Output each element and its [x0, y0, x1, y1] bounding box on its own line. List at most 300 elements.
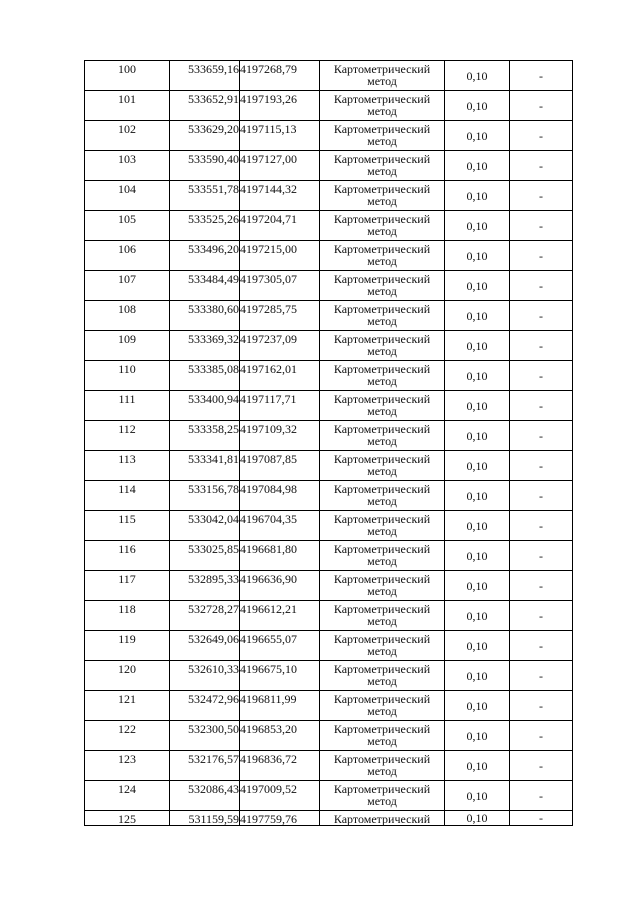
method-line-1: Картометрический — [333, 812, 431, 826]
table-row — [85, 691, 573, 721]
y-coordinate-cell — [240, 271, 320, 301]
point-number: 125 — [118, 812, 136, 826]
point-number-cell — [85, 481, 170, 511]
precision-value: 0,10 — [466, 429, 488, 443]
method-line-2: метод — [367, 404, 397, 418]
precision-value: 0,10 — [466, 99, 488, 113]
point-number-cell — [85, 451, 170, 481]
x-coordinate-cell — [170, 241, 240, 271]
method-line-1: Картометрический — [333, 62, 431, 76]
y-coordinate-cell — [240, 361, 320, 391]
precision-cell — [445, 391, 510, 421]
precision-cell — [445, 511, 510, 541]
method-line-2: метод — [367, 614, 397, 628]
point-number: 109 — [118, 332, 136, 346]
dash-value: - — [539, 339, 543, 353]
y-coordinate-cell — [240, 721, 320, 751]
coordinates-table — [84, 60, 573, 826]
x-coordinate: 532472,96 — [188, 692, 239, 706]
dash-value: - — [539, 309, 543, 323]
precision-value: 0,10 — [466, 639, 488, 653]
dash-cell — [510, 391, 573, 421]
point-number-cell — [85, 241, 170, 271]
y-coordinate-cell — [240, 601, 320, 631]
y-coordinate: 4197127,00 — [240, 152, 297, 166]
point-number-cell — [85, 721, 170, 751]
x-coordinate-cell — [170, 721, 240, 751]
method-line-2: метод — [367, 164, 397, 178]
point-number: 110 — [118, 362, 136, 376]
x-coordinate-cell — [170, 661, 240, 691]
table-row — [85, 271, 573, 301]
precision-cell — [445, 481, 510, 511]
dash-value: - — [539, 219, 543, 233]
point-number-cell — [85, 301, 170, 331]
dash-value: - — [539, 609, 543, 623]
method-cell — [320, 781, 445, 811]
method-line-1: Картометрический — [333, 212, 431, 226]
dash-cell — [510, 61, 573, 91]
y-coordinate-cell — [240, 151, 320, 181]
y-coordinate: 4197117,71 — [240, 392, 297, 406]
y-coordinate-cell — [240, 121, 320, 151]
table-row — [85, 421, 573, 451]
precision-cell — [445, 691, 510, 721]
x-coordinate: 533385,08 — [188, 362, 239, 376]
method-cell — [320, 301, 445, 331]
method-cell — [320, 571, 445, 601]
dash-cell — [510, 511, 573, 541]
precision-cell — [445, 661, 510, 691]
y-coordinate-cell — [240, 61, 320, 91]
table-row — [85, 601, 573, 631]
method-cell — [320, 631, 445, 661]
method-line-2: метод — [367, 254, 397, 268]
method-line-1: Картометрический — [333, 242, 431, 256]
point-number: 117 — [118, 572, 136, 586]
table-row — [85, 151, 573, 181]
y-coordinate-cell — [240, 391, 320, 421]
point-number-cell — [85, 211, 170, 241]
y-coordinate: 4197285,75 — [240, 302, 297, 316]
point-number: 114 — [118, 482, 136, 496]
precision-cell — [445, 271, 510, 301]
y-coordinate-cell — [240, 241, 320, 271]
point-number-cell — [85, 361, 170, 391]
point-number-cell — [85, 331, 170, 361]
x-coordinate: 533156,78 — [188, 482, 239, 496]
x-coordinate-cell — [170, 511, 240, 541]
dash-cell — [510, 91, 573, 121]
table-row — [85, 751, 573, 781]
y-coordinate: 4197087,85 — [240, 452, 297, 466]
method-cell — [320, 211, 445, 241]
precision-value: 0,10 — [466, 69, 488, 83]
x-coordinate-cell — [170, 601, 240, 631]
y-coordinate-cell — [240, 661, 320, 691]
precision-cell — [445, 181, 510, 211]
point-number-cell — [85, 511, 170, 541]
method-line-1: Картометрический — [333, 452, 431, 466]
point-number-cell — [85, 811, 170, 826]
method-cell — [320, 421, 445, 451]
y-coordinate-cell — [240, 571, 320, 601]
method-line-2: метод — [367, 134, 397, 148]
x-coordinate: 532610,33 — [188, 662, 239, 676]
dash-cell — [510, 421, 573, 451]
method-line-1: Картометрический — [333, 542, 431, 556]
precision-value: 0,10 — [466, 399, 488, 413]
y-coordinate: 4197009,52 — [240, 782, 297, 796]
dash-cell — [510, 721, 573, 751]
x-coordinate-cell — [170, 301, 240, 331]
y-coordinate: 4196681,80 — [240, 542, 297, 556]
x-coordinate: 532895,33 — [188, 572, 239, 586]
method-cell — [320, 181, 445, 211]
method-cell — [320, 481, 445, 511]
y-coordinate: 4197193,26 — [240, 92, 297, 106]
method-cell — [320, 241, 445, 271]
table-row — [85, 61, 573, 91]
dash-value: - — [539, 99, 543, 113]
y-coordinate: 4197204,71 — [240, 212, 297, 226]
y-coordinate: 4197237,09 — [240, 332, 297, 346]
dash-value: - — [539, 579, 543, 593]
y-coordinate-cell — [240, 691, 320, 721]
y-coordinate: 4196836,72 — [240, 752, 297, 766]
precision-cell — [445, 61, 510, 91]
dash-cell — [510, 151, 573, 181]
x-coordinate-cell — [170, 811, 240, 826]
dash-value: - — [539, 159, 543, 173]
dash-cell — [510, 811, 573, 826]
precision-cell — [445, 721, 510, 751]
dash-value: - — [539, 759, 543, 773]
point-number-cell — [85, 61, 170, 91]
x-coordinate-cell — [170, 421, 240, 451]
dash-value: - — [539, 699, 543, 713]
table-row — [85, 91, 573, 121]
dash-value: - — [539, 489, 543, 503]
y-coordinate-cell — [240, 541, 320, 571]
x-coordinate: 533042,04 — [188, 512, 239, 526]
y-coordinate: 4196612,21 — [240, 602, 297, 616]
coordinates-table-body — [85, 61, 573, 826]
x-coordinate-cell — [170, 361, 240, 391]
x-coordinate: 533380,60 — [188, 302, 239, 316]
precision-cell — [445, 211, 510, 241]
y-coordinate: 4196675,10 — [240, 662, 297, 676]
y-coordinate: 4197084,98 — [240, 482, 297, 496]
y-coordinate: 4197144,32 — [240, 182, 297, 196]
x-coordinate-cell — [170, 691, 240, 721]
point-number: 120 — [118, 662, 136, 676]
y-coordinate-cell — [240, 451, 320, 481]
precision-value: 0,10 — [466, 189, 488, 203]
point-number: 111 — [118, 392, 136, 406]
table-row — [85, 811, 573, 826]
table-row — [85, 571, 573, 601]
x-coordinate-cell — [170, 121, 240, 151]
precision-cell — [445, 91, 510, 121]
x-coordinate: 533400,94 — [188, 392, 239, 406]
dash-value: - — [539, 369, 543, 383]
precision-value: 0,10 — [466, 249, 488, 263]
method-line-2: метод — [367, 284, 397, 298]
precision-value: 0,10 — [466, 549, 488, 563]
x-coordinate: 533652,91 — [188, 92, 239, 106]
table-row — [85, 781, 573, 811]
method-line-2: метод — [367, 674, 397, 688]
y-coordinate: 4196853,20 — [240, 722, 297, 736]
method-line-2: метод — [367, 344, 397, 358]
method-line-1: Картометрический — [333, 152, 431, 166]
precision-cell — [445, 121, 510, 151]
precision-value: 0,10 — [466, 279, 488, 293]
precision-value: 0,10 — [466, 159, 488, 173]
method-line-1: Картометрический — [333, 782, 431, 796]
precision-value: 0,10 — [466, 699, 488, 713]
point-number: 124 — [118, 782, 136, 796]
precision-cell — [445, 631, 510, 661]
method-line-2: метод — [367, 584, 397, 598]
point-number: 105 — [118, 212, 136, 226]
y-coordinate: 4197115,13 — [240, 122, 297, 136]
table-row — [85, 631, 573, 661]
precision-cell — [445, 541, 510, 571]
point-number-cell — [85, 661, 170, 691]
x-coordinate-cell — [170, 571, 240, 601]
precision-value: 0,10 — [466, 339, 488, 353]
method-line-2: метод — [367, 764, 397, 778]
method-cell — [320, 331, 445, 361]
x-coordinate-cell — [170, 451, 240, 481]
x-coordinate: 533590,40 — [188, 152, 239, 166]
y-coordinate-cell — [240, 511, 320, 541]
y-coordinate: 4196704,35 — [240, 512, 297, 526]
method-line-2: метод — [367, 104, 397, 118]
point-number: 116 — [118, 542, 136, 556]
method-line-1: Картометрический — [333, 182, 431, 196]
method-cell — [320, 511, 445, 541]
method-cell — [320, 271, 445, 301]
x-coordinate: 533551,78 — [188, 182, 239, 196]
dash-value: - — [539, 729, 543, 743]
point-number-cell — [85, 121, 170, 151]
precision-cell — [445, 151, 510, 181]
y-coordinate-cell — [240, 781, 320, 811]
y-coordinate-cell — [240, 631, 320, 661]
y-coordinate-cell — [240, 331, 320, 361]
method-line-2: метод — [367, 314, 397, 328]
point-number: 108 — [118, 302, 136, 316]
method-cell — [320, 601, 445, 631]
dash-cell — [510, 301, 573, 331]
precision-value: 0,10 — [466, 669, 488, 683]
method-cell — [320, 361, 445, 391]
precision-cell — [445, 781, 510, 811]
point-number: 118 — [118, 602, 136, 616]
x-coordinate-cell — [170, 541, 240, 571]
table-row — [85, 721, 573, 751]
precision-cell — [445, 331, 510, 361]
x-coordinate: 533629,20 — [188, 122, 239, 136]
table-row — [85, 661, 573, 691]
method-line-1: Картометрический — [333, 92, 431, 106]
method-line-1: Картометрический — [333, 302, 431, 316]
dash-cell — [510, 181, 573, 211]
point-number: 101 — [118, 92, 136, 106]
method-cell — [320, 751, 445, 781]
method-cell — [320, 91, 445, 121]
precision-value: 0,10 — [466, 609, 488, 623]
precision-value: 0,10 — [466, 519, 488, 533]
dash-value: - — [539, 519, 543, 533]
y-coordinate: 4196811,99 — [240, 692, 297, 706]
method-line-1: Картометрический — [333, 722, 431, 736]
table-row — [85, 391, 573, 421]
x-coordinate-cell — [170, 91, 240, 121]
y-coordinate: 4197162,01 — [240, 362, 297, 376]
x-coordinate-cell — [170, 331, 240, 361]
x-coordinate-cell — [170, 781, 240, 811]
x-coordinate: 533659,16 — [188, 62, 239, 76]
precision-value: 0,10 — [466, 369, 488, 383]
method-cell — [320, 721, 445, 751]
precision-value: 0,10 — [466, 459, 488, 473]
point-number-cell — [85, 91, 170, 121]
point-number: 107 — [118, 272, 136, 286]
table-row — [85, 211, 573, 241]
y-coordinate-cell — [240, 181, 320, 211]
precision-cell — [445, 361, 510, 391]
dash-cell — [510, 211, 573, 241]
dash-cell — [510, 451, 573, 481]
dash-value: - — [539, 279, 543, 293]
y-coordinate-cell — [240, 751, 320, 781]
method-cell — [320, 811, 445, 826]
x-coordinate-cell — [170, 151, 240, 181]
dash-value: - — [539, 639, 543, 653]
method-line-2: метод — [367, 734, 397, 748]
y-coordinate: 4196636,90 — [240, 572, 297, 586]
x-coordinate: 533358,25 — [188, 422, 239, 436]
method-line-2: метод — [367, 434, 397, 448]
precision-cell — [445, 811, 510, 826]
point-number: 115 — [118, 512, 136, 526]
method-line-2: метод — [367, 224, 397, 238]
method-cell — [320, 61, 445, 91]
x-coordinate: 533484,49 — [188, 272, 239, 286]
dash-cell — [510, 691, 573, 721]
point-number: 112 — [118, 422, 136, 436]
precision-cell — [445, 421, 510, 451]
x-coordinate: 533525,26 — [188, 212, 239, 226]
method-cell — [320, 121, 445, 151]
dash-value: - — [539, 189, 543, 203]
dash-cell — [510, 241, 573, 271]
point-number-cell — [85, 631, 170, 661]
point-number: 103 — [118, 152, 136, 166]
x-coordinate-cell — [170, 751, 240, 781]
method-line-1: Картометрический — [333, 272, 431, 286]
point-number-cell — [85, 571, 170, 601]
table-row — [85, 451, 573, 481]
point-number: 122 — [118, 722, 136, 736]
point-number: 123 — [118, 752, 136, 766]
method-cell — [320, 541, 445, 571]
precision-value: 0,10 — [466, 789, 488, 803]
method-line-1: Картометрический — [333, 602, 431, 616]
method-cell — [320, 691, 445, 721]
method-line-1: Картометрический — [333, 662, 431, 676]
precision-cell — [445, 301, 510, 331]
dash-cell — [510, 361, 573, 391]
method-line-1: Картометрический — [333, 632, 431, 646]
y-coordinate-cell — [240, 481, 320, 511]
precision-value: 0,10 — [466, 759, 488, 773]
method-line-1: Картометрический — [333, 482, 431, 496]
x-coordinate-cell — [170, 631, 240, 661]
method-cell — [320, 151, 445, 181]
method-line-1: Картометрический — [333, 752, 431, 766]
dash-value: - — [539, 129, 543, 143]
precision-value: 0,10 — [466, 729, 488, 743]
method-line-2: метод — [367, 374, 397, 388]
method-line-2: метод — [367, 704, 397, 718]
method-line-1: Картометрический — [333, 392, 431, 406]
method-line-2: метод — [367, 794, 397, 808]
method-cell — [320, 451, 445, 481]
x-coordinate: 532086,43 — [188, 782, 239, 796]
precision-value: 0,10 — [466, 489, 488, 503]
precision-cell — [445, 571, 510, 601]
x-coordinate: 532728,27 — [188, 602, 239, 616]
point-number: 119 — [118, 632, 136, 646]
dash-value: - — [539, 549, 543, 563]
precision-value: 0,10 — [466, 219, 488, 233]
dash-value: - — [539, 399, 543, 413]
precision-cell — [445, 751, 510, 781]
dash-cell — [510, 601, 573, 631]
point-number-cell — [85, 151, 170, 181]
dash-cell — [510, 271, 573, 301]
point-number-cell — [85, 601, 170, 631]
y-coordinate-cell — [240, 301, 320, 331]
x-coordinate-cell — [170, 391, 240, 421]
table-row — [85, 241, 573, 271]
point-number: 121 — [118, 692, 136, 706]
x-coordinate: 532176,57 — [188, 752, 239, 766]
table-row — [85, 541, 573, 571]
dash-value: - — [539, 429, 543, 443]
y-coordinate-cell — [240, 811, 320, 826]
x-coordinate-cell — [170, 211, 240, 241]
method-line-2: метод — [367, 494, 397, 508]
table-row — [85, 361, 573, 391]
dash-cell — [510, 541, 573, 571]
dash-cell — [510, 331, 573, 361]
method-cell — [320, 391, 445, 421]
precision-value: 0,10 — [466, 811, 488, 825]
point-number-cell — [85, 181, 170, 211]
x-coordinate: 533341,81 — [188, 452, 239, 466]
method-line-2: метод — [367, 194, 397, 208]
precision-value: 0,10 — [466, 579, 488, 593]
method-line-2: метод — [367, 74, 397, 88]
point-number-cell — [85, 391, 170, 421]
dash-cell — [510, 121, 573, 151]
